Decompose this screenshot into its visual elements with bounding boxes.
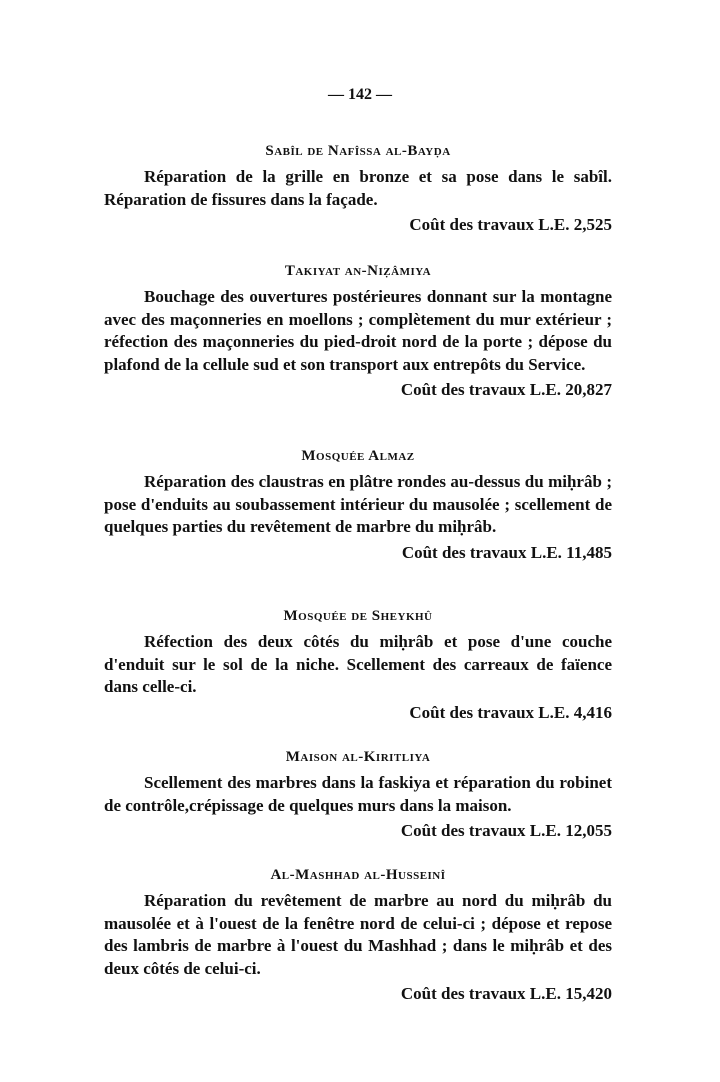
section-text: Réparation de la grille en bronze et sa pose dans le sabîl. Réparation de fissures dans la façade. <box>104 167 612 209</box>
section-text: Bouchage des ouvertures postérieures donnant sur la montagne avec des maçonneries en moellons ; complètement du mur extérieur ; réfection des maçonneries du pied-droit nord de la porte ; dépose du plafond de la cellule sud et son transport aux entrepôts du Service. <box>104 287 612 374</box>
section-cost: Coût des travaux L.E. 4,416 <box>409 702 612 722</box>
section-cost: Coût des travaux L.E. 20,827 <box>400 380 612 399</box>
page-number: — 142 — <box>328 86 392 103</box>
section-title: Mosquée Almaz <box>301 448 415 464</box>
section-takiyat-nizamiya <box>104 260 612 402</box>
section-text: Réparation des claustras en plâtre rondes au-dessus du miḥrâb ; pose d'enduits au soubassement intérieur du mausolée ; scellement de quelques parties du revêtement de marbre du miḥrâb. <box>104 472 612 536</box>
section-cost: Coût des travaux L.E. 15,420 <box>400 984 612 1003</box>
section-title: Mosquée de Sheykhû <box>283 608 433 624</box>
section-title: Sabîl de Nafîssa al-Bayḍa <box>265 143 451 159</box>
section-cost: Coût des travaux L.E. 12,055 <box>400 821 612 840</box>
section-text: Réfection des deux côtés du miḥrâb et pose d'une couche d'enduit sur le sol de la niche. Scellement des carreaux de faïence dans celle-ci. <box>104 632 612 696</box>
section-mashhad-husseini <box>104 864 612 1006</box>
section-title: Maison al-Kiritliya <box>285 749 431 765</box>
section-mosquee-almaz <box>104 445 612 565</box>
section-sabil-nafissa <box>104 140 612 237</box>
section-text: Réparation du revêtement de marbre au nord du miḥrâb du mausolée et à l'ouest de la fenêtre nord de celui-ci ; dépose et repose des lambris de marbre à l'ouest du Mashhad ; dans le miḥrâb et des deux côtés de celui-ci. <box>104 891 612 978</box>
section-cost: Coût des travaux L.E. 2,525 <box>409 215 612 234</box>
section-title: Takiyat an-Niẓâmiya <box>284 263 432 279</box>
section-maison-kiritliya <box>104 746 612 843</box>
section-cost: Coût des travaux L.E. 11,485 <box>401 542 612 562</box>
section-title: Al-Mashhad al-Husseinî <box>270 867 446 883</box>
section-mosquee-sheykhu <box>104 605 612 725</box>
section-text: Scellement des marbres dans la faskiya et réparation du robinet de contrôle,crépissage de quelques murs dans la maison. <box>104 773 612 815</box>
